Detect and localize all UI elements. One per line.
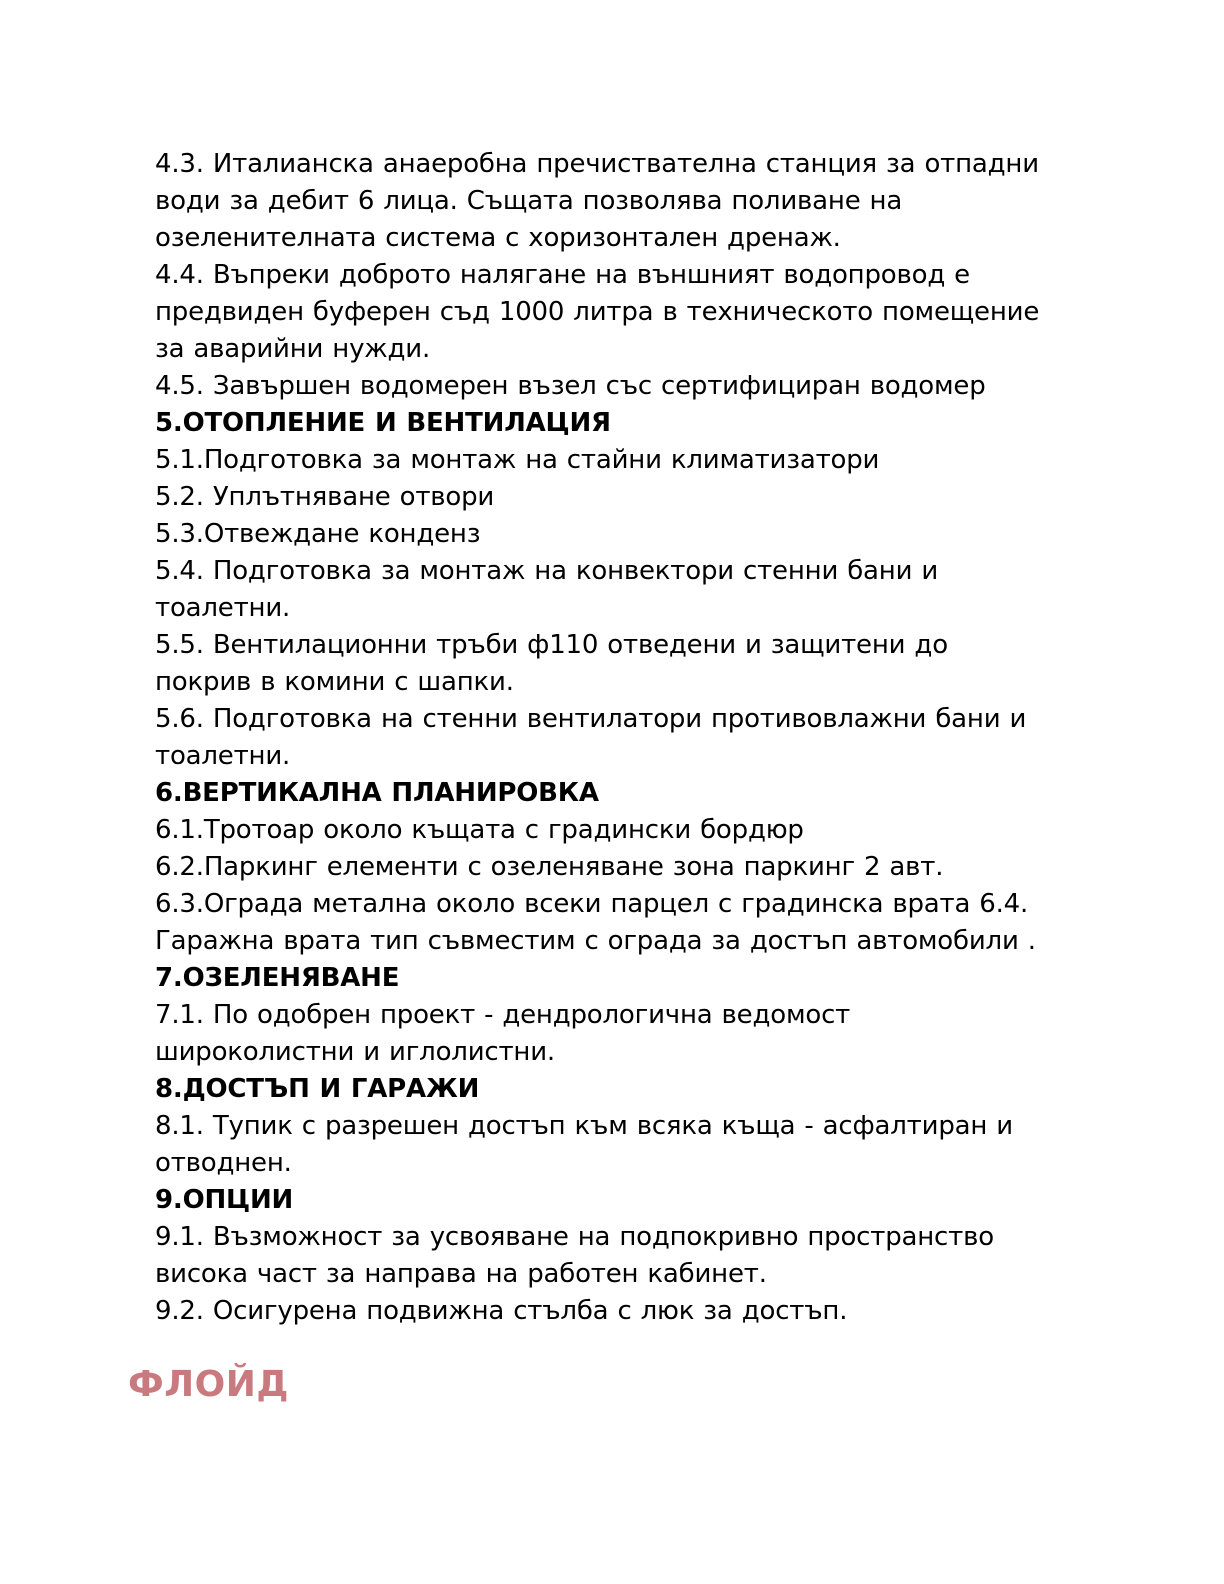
company-logo: ФЛОЙД: [128, 1364, 289, 1405]
paragraph-5-4: 5.4. Подготовка за монтаж на конвектори стенни бани и тоалетни.: [155, 556, 939, 623]
paragraph-6-1: 6.1.Тротоар около къщата с градински бордюр: [155, 815, 804, 845]
paragraph-5-1: 5.1.Подготовка за монтаж на стайни климатизатори: [155, 445, 880, 475]
paragraph-8-1: 8.1. Тупик с разрешен достъп към всяка къща - асфалтиран и отводнен.: [155, 1111, 1013, 1178]
section-heading-5: 5.ОТОПЛЕНИЕ И ВЕНТИЛАЦИЯ: [155, 408, 611, 438]
paragraph-4-4: 4.4. Въпреки доброто налягане на външният водопровод е предвиден буферен съд 1000 литра в техническото помещение за аварийни нужди.: [155, 260, 1040, 364]
paragraph-4-3: 4.3. Италианска анаеробна пречиствателна станция за отпадни води за дебит 6 лица. Същата позволява поливане на озеленителната система с хоризонтален дренаж.: [155, 149, 1039, 253]
paragraph-6-2: 6.2.Паркинг елементи с озеленяване зона паркинг 2 авт.: [155, 852, 944, 882]
section-heading-8: 8.ДОСТЪП И ГАРАЖИ: [155, 1074, 480, 1104]
paragraph-9-1: 9.1. Възможност за усвояване на подпокривно пространство висока част за направа на работен кабинет.: [155, 1222, 994, 1289]
document-body: [128, 146, 1050, 1405]
paragraph-9-2: 9.2. Осигурена подвижна стълба с люк за достъп.: [155, 1296, 848, 1326]
paragraph-5-3: 5.3.Отвеждане конденз: [155, 519, 481, 549]
paragraph-5-6: 5.6. Подготовка на стенни вентилатори противовлажни бани и тоалетни.: [155, 704, 1027, 771]
paragraph-7-1: 7.1. По одобрен проект - дендрологична ведомост широколистни и иглолистни.: [155, 1000, 851, 1067]
section-heading-9: 9.ОПЦИИ: [155, 1185, 294, 1215]
paragraph-4-5: 4.5. Завършен водомерен възел със сертифициран водомер: [155, 371, 986, 401]
section-heading-7: 7.ОЗЕЛЕНЯВАНЕ: [155, 963, 400, 993]
paragraph-5-2: 5.2. Уплътняване отвори: [155, 482, 495, 512]
paragraph-6-3-6-4: 6.3.Ограда метална около всеки парцел с градинска врата 6.4. Гаражна врата тип съвместим с ограда за достъп автомобили .: [155, 889, 1036, 956]
section-heading-6: 6.ВЕРТИКАЛНА ПЛАНИРОВКА: [155, 778, 599, 808]
paragraph-5-5: 5.5. Вентилационни тръби ф110 отведени и защитени до покрив в комини с шапки.: [155, 630, 948, 697]
